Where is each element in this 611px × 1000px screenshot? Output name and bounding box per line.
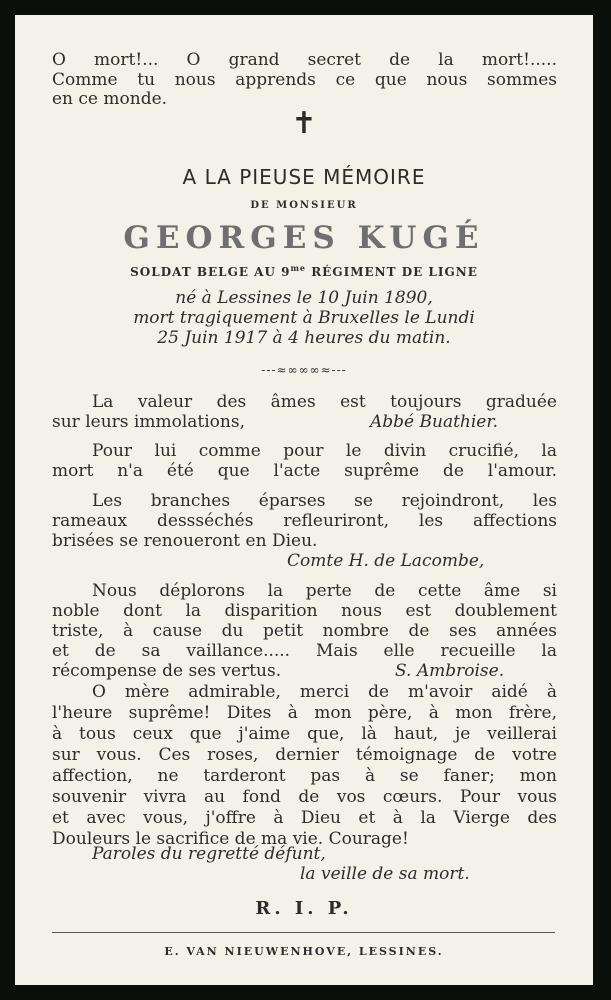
- q4-line-3: triste, à cause du petit nombre de ses années: [52, 621, 557, 641]
- q3-line-2: rameaux dessséchés refleuriront, les affections: [52, 511, 557, 531]
- death-time-line: 25 Juin 1917 à 4 heures du matin.: [157, 328, 451, 348]
- rip-text: R. I. P.: [255, 898, 353, 919]
- intro-line-1: O mort!... O grand secret de la mort!.....: [52, 50, 557, 70]
- q3-line-1: Les branches éparses se rejoindront, les: [92, 491, 557, 511]
- birth-line: né à Lessines le 10 Juin 1890,: [175, 288, 433, 308]
- q5-line-7: et avec vous, j'offre à Dieu et à la Vierge des: [52, 808, 557, 828]
- q4-line-4: et de sa vaillance..... Mais elle recueille la: [52, 641, 557, 661]
- rank-superscript: me: [290, 263, 307, 273]
- q3-author: Comte H. de Lacombe,: [287, 551, 485, 571]
- rank-line: [15, 263, 593, 279]
- honorific: DE MONSIEUR: [250, 200, 358, 211]
- closing-line-2: la veille de sa mort.: [300, 864, 470, 884]
- closing-line-1: Paroles du regretté défunt,: [92, 844, 326, 864]
- ornament-divider: ---≈∞∞∞≈---: [261, 363, 347, 377]
- q1-author: Abbé Buathier.: [370, 412, 499, 432]
- intro-line-3: en ce monde.: [52, 89, 168, 109]
- printer-credit: E. VAN NIEUWENHOVE, LESSINES.: [164, 945, 444, 958]
- q5-line-8: Douleurs le sacrifice de ma vie. Courage!: [52, 829, 409, 849]
- rank-suffix: RÉGIMENT DE LIGNE: [306, 265, 478, 279]
- q5-line-2: l'heure suprême! Dites à mon père, à mon frère,: [52, 703, 557, 723]
- q5-line-3: à tous ceux que j'aime que, là haut, je veillerai: [52, 724, 557, 744]
- q4-author: S. Ambroise.: [395, 661, 505, 681]
- intro-line-2: Comme tu nous apprends ce que nous sommes: [52, 70, 557, 90]
- memorial-card: [15, 15, 593, 985]
- q5-line-5: affection, ne tarderont pas à se faner; mon: [52, 766, 557, 786]
- q5-line-6: souvenir vivra au fond de vos cœurs. Pour vous: [52, 787, 557, 807]
- q4-line-5: récompense de ses vertus.: [52, 661, 282, 681]
- q5-line-4: sur vous. Ces roses, dernier témoignage de votre: [52, 745, 557, 765]
- q1-line-1: La valeur des âmes est toujours graduée: [92, 392, 557, 412]
- q1-line-2: sur leurs immolations,: [52, 412, 245, 432]
- q5-line-1: O mère admirable, merci de m'avoir aidé à: [92, 682, 557, 702]
- q3-line-3: brisées se renoueront en Dieu.: [52, 531, 318, 551]
- memorial-heading: A LA PIEUSE MÉMOIRE: [182, 165, 426, 189]
- footer-divider: [52, 932, 555, 933]
- q2-line-2: mort n'a été que l'acte suprême de l'amour.: [52, 461, 557, 481]
- q4-line-1: Nous déplorons la perte de cette âme si: [92, 581, 557, 601]
- q4-line-2: noble dont la disparition nous est doublement: [52, 601, 557, 621]
- cross-icon: ✝: [291, 106, 317, 141]
- q2-line-1: Pour lui comme pour le divin crucifié, la: [92, 441, 557, 461]
- deceased-name: GEORGES KUGÉ: [123, 220, 485, 256]
- rank-prefix: SOLDAT BELGE AU 9: [130, 265, 291, 279]
- death-line: mort tragiquement à Bruxelles le Lundi: [133, 308, 475, 328]
